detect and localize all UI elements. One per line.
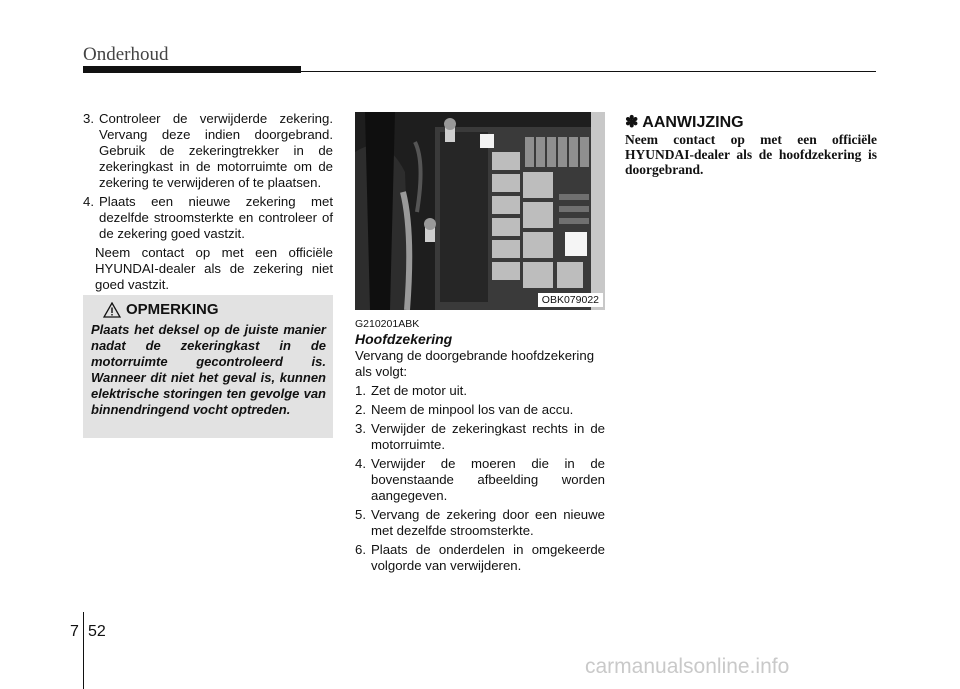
- section-code: G210201ABK: [355, 318, 420, 330]
- page-number: 52: [88, 623, 106, 640]
- left-column: [83, 111, 333, 293]
- section-step-6: 6. Plaats de onderdelen in omgekeerde volgorde van verwijderen.: [355, 542, 605, 573]
- fuse-box-photo: [355, 112, 605, 310]
- warning-heading: [103, 301, 219, 318]
- warning-body: Plaats het deksel op de juiste manier nadat de zekeringkast in de motorruimte gecontroleerd is. Wanneer dit niet het geval is, kunnen elektrische storingen ten gevolge van binnendringend vocht optreden.: [91, 322, 326, 417]
- section-step-2: 2. Neem de minpool los van de accu.: [355, 402, 574, 417]
- section-step-1: 1. Zet de motor uit.: [355, 383, 468, 398]
- fuse-box-illustration: [355, 112, 605, 310]
- section-step-3: 3. Verwijder de zekeringkast rechts in de motorruimte.: [355, 421, 605, 452]
- header-rule: [301, 71, 876, 72]
- photo-code: OBK079022: [538, 293, 603, 307]
- watermark: carmanualsonline.info: [585, 655, 790, 678]
- step-3: 3. Controleer de verwijderde zekering. Vervang deze indien doorgebrand. Gebruik de zekeringtrekker in de zekeringkast in de motorruimte om de zekering te verwijderen of te plaatsen.: [83, 111, 333, 190]
- section-step-5: 5. Vervang de zekering door een nieuwe met dezelfde stroomsterkte.: [355, 507, 605, 538]
- warning-box: [83, 295, 333, 438]
- section-title: Hoofdzekering: [355, 331, 453, 347]
- warning-title: OPMERKING: [126, 301, 219, 318]
- header-bar: [83, 66, 301, 73]
- dealer-note: Neem contact op met een officiële HYUNDAI-dealer als de zekering niet goed vastzit.: [95, 245, 333, 292]
- aanwijzing-title: ✽ AANWIJZING: [625, 114, 744, 131]
- chapter-number: 7: [70, 623, 79, 640]
- page-header-title: Onderhoud: [83, 44, 169, 65]
- footer-divider: [83, 612, 84, 689]
- section-intro: Vervang de doorgebrande hoofdzekering als volgt:: [355, 348, 595, 379]
- section-body: [355, 348, 605, 577]
- warning-triangle-icon: [103, 302, 121, 318]
- section-step-4: 4. Verwijder de moeren die in de bovenstaande afbeelding worden aangegeven.: [355, 456, 605, 503]
- step-4: 4. Plaats een nieuwe zekering met dezelfde stroomsterkte en controleer of de zekering goed vastzit.: [83, 194, 333, 241]
- aanwijzing-body: Neem contact op met een officiële HYUNDAI-dealer als de hoofdzekering is doorgebrand.: [625, 132, 877, 177]
